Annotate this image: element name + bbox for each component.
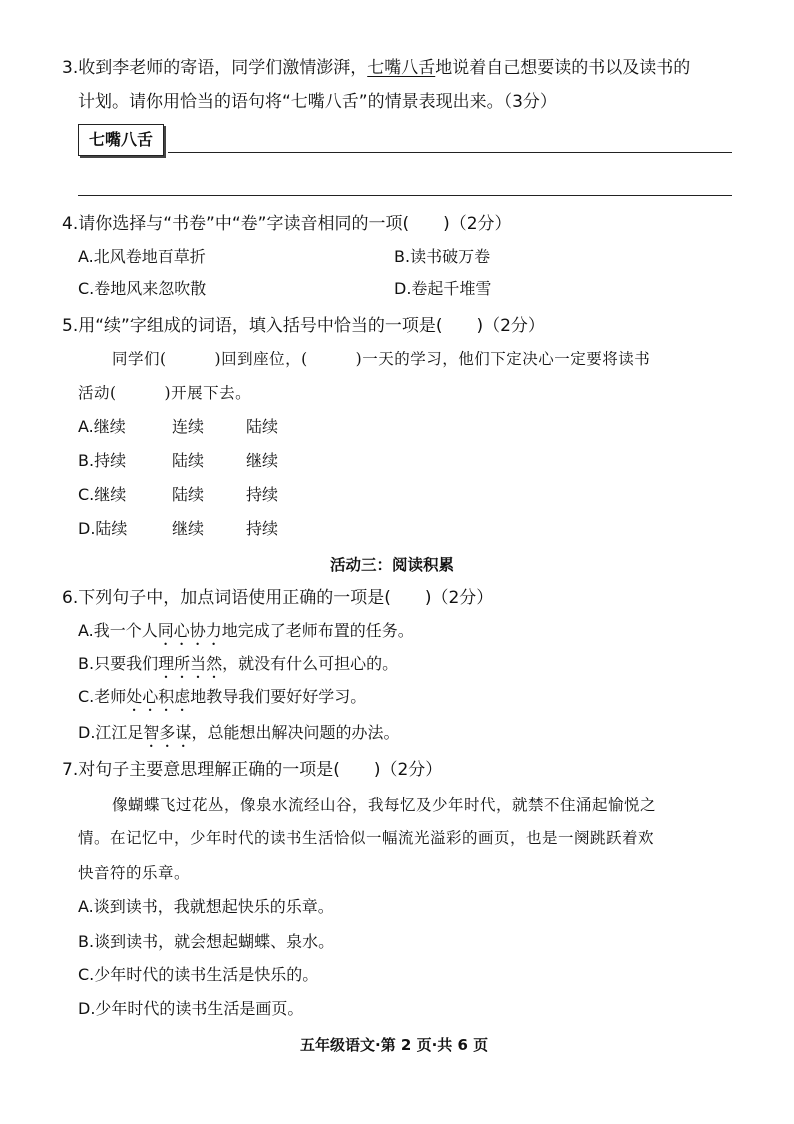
- q6-option-b-dotted-word: 理所当然: [158, 654, 223, 673]
- q3-stem-line2: 计划。请你用恰当的语句将“七嘴八舌”的情景表现出来。（3分）: [78, 92, 557, 112]
- q3-stem-pre: 3.收到李老师的寄语，同学们激情澎湃，: [62, 58, 368, 78]
- q7-option-d: D.少年时代的读书生活是画页。: [78, 999, 304, 1018]
- q5-option-d-word1: D.陆续: [78, 519, 128, 538]
- q5-option-b-word2: 陆续: [172, 451, 205, 470]
- q5-option-a-word1: A.继续: [78, 417, 126, 436]
- q6-option-b-post: ，就没有什么可担心的。: [222, 654, 399, 673]
- q7-option-b: B.谈到读书，就会想起蝴蝶、泉水。: [78, 932, 335, 951]
- q7-option-a: A.谈到读书，我就想起快乐的乐章。: [78, 897, 334, 916]
- q4-option-d: D.卷起千堆雪: [394, 279, 492, 298]
- q6-stem: 6.下列句子中，加点词语使用正确的一项是( )（2分）: [62, 588, 494, 608]
- q3-stem-post: 地说着自己想要读的书以及读书的: [435, 58, 691, 78]
- q3-answer-line-1: [168, 152, 732, 153]
- q5-option-c-word1: C.继续: [78, 485, 127, 504]
- q7-passage-line1: 像蝴蝶飞过花丛，像泉水流经山谷，我每忆及少年时代，就禁不住涌起愉悦之: [112, 796, 657, 814]
- q7-option-c: C.少年时代的读书生活是快乐的。: [78, 965, 319, 984]
- q5-passage-line2: 活动( )开展下去。: [78, 384, 252, 402]
- q5-option-b-word3: 继续: [246, 451, 279, 470]
- q5-option-c-word2: 陆续: [172, 485, 205, 504]
- q4-option-a: A.北风卷地百草折: [78, 247, 206, 266]
- q7-passage-line3: 快音符的乐章。: [78, 864, 191, 882]
- q3-stem-line1: [62, 56, 690, 80]
- q6-option-d-post: ，总能想出解决问题的办法。: [191, 723, 400, 742]
- q6-option-a: [78, 620, 414, 649]
- q5-option-a-word3: 陆续: [246, 417, 279, 436]
- q6-option-c-post: 地教导我们要好好学习。: [190, 687, 367, 706]
- q5-passage-line1: 同学们( )回到座位，( )一天的学习，他们下定决心一定要将读书: [112, 350, 651, 368]
- q6-option-a-post: 地完成了老师布置的任务。: [221, 621, 414, 640]
- q6-option-a-dotted-word: 同心协力: [157, 621, 222, 640]
- q5-stem: 5.用“续”字组成的词语，填入括号中恰当的一项是( )（2分）: [62, 316, 545, 336]
- q4-option-b: B.读书破万卷: [394, 247, 491, 266]
- q6-option-d-pre: D.江江足: [78, 723, 144, 742]
- page-footer: 五年级语文·第 2 页·共 6 页: [300, 1036, 489, 1054]
- q6-option-a-pre: A.我一个人: [78, 621, 158, 640]
- q7-stem: 7.对句子主要意思理解正确的一项是( )（2分）: [62, 760, 443, 780]
- q3-keyword: 七嘴八舌: [367, 58, 436, 78]
- q3-answer-line-2: [78, 195, 732, 196]
- q6-option-d: [78, 722, 399, 751]
- q6-option-d-dotted-word: 智多谋: [143, 723, 192, 742]
- q5-option-c-word3: 持续: [246, 485, 279, 504]
- q4-option-c: C.卷地风来忽吹散: [78, 279, 207, 298]
- section-title: 活动三：阅读积累: [330, 556, 455, 574]
- q6-option-c: [78, 686, 366, 715]
- q5-option-a-word2: 连续: [172, 417, 205, 436]
- q7-passage-line2: 情。在记忆中，少年时代的读书生活恰似一幅流光溢彩的画页，也是一阕跳跃着欢: [78, 829, 655, 847]
- q5-option-d-word3: 持续: [246, 519, 279, 538]
- q3-box-label: 七嘴八舌: [78, 124, 164, 156]
- q6-option-b: [78, 653, 398, 682]
- q4-stem: 4.请你选择与“书卷”中“卷”字读音相同的一项( )（2分）: [62, 214, 512, 234]
- q6-option-c-pre: C.老师: [78, 687, 127, 706]
- q5-option-b-word1: B.持续: [78, 451, 127, 470]
- q6-option-c-dotted-word: 处心积虑: [126, 687, 191, 706]
- q6-option-b-pre: B.只要我们: [78, 654, 159, 673]
- q5-option-d-word2: 继续: [172, 519, 205, 538]
